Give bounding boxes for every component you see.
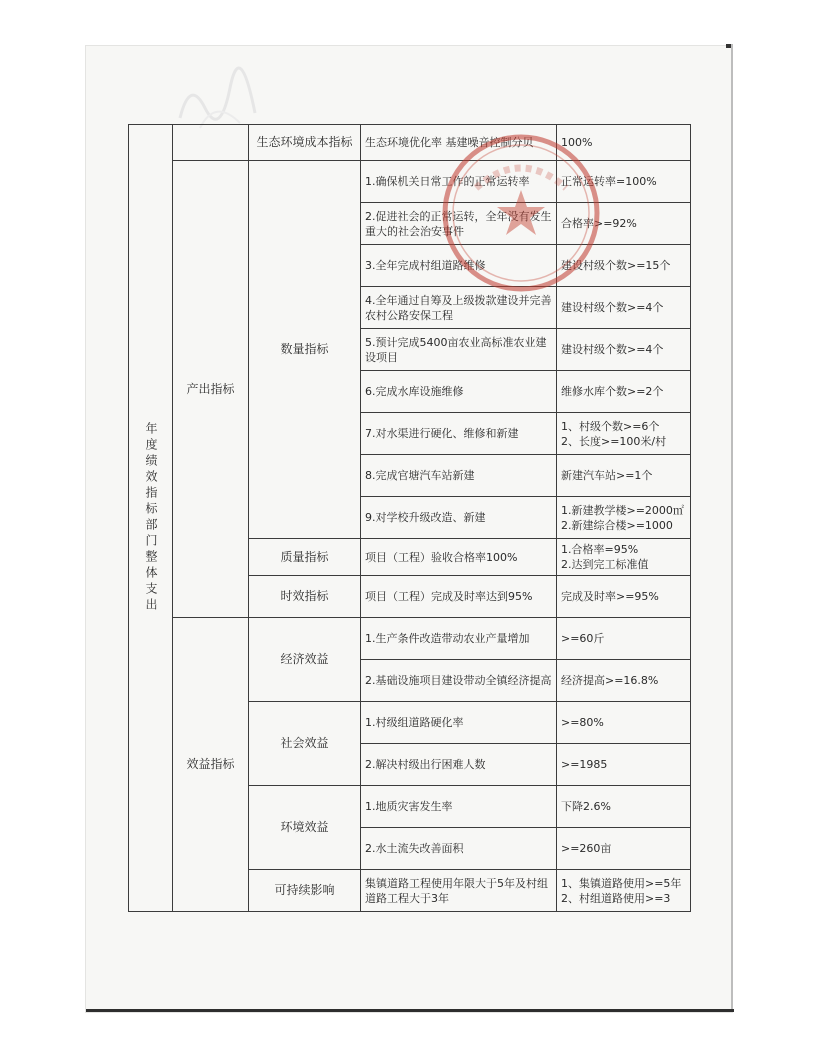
metric-cell: 生态环境优化率 基建噪音控制分贝 [361, 125, 557, 161]
metric-cell: 8.完成官塘汽车站新建 [361, 455, 557, 497]
level2-cell-environment: 环境效益 [249, 786, 361, 870]
target-cell: >=80% [557, 702, 691, 744]
metric-cell: 3.全年完成村组道路维修 [361, 245, 557, 287]
level2-cell-timeliness: 时效指标 [249, 576, 361, 618]
target-cell: 1、集镇道路使用>=5年 2、村组道路使用>=3 [557, 870, 691, 912]
metric-cell: 项目（工程）完成及时率达到95% [361, 576, 557, 618]
level2-cell: 生态环境成本指标 [249, 125, 361, 161]
level2-cell-social: 社会效益 [249, 702, 361, 786]
metric-cell: 2.解决村级出行困难人数 [361, 744, 557, 786]
target-cell: 100% [557, 125, 691, 161]
target-cell: 正常运转率=100% [557, 161, 691, 203]
metric-cell: 2.促进社会的正常运转，全年没有发生重大的社会治安事件 [361, 203, 557, 245]
level2-cell-economic: 经济效益 [249, 618, 361, 702]
target-cell: >=260亩 [557, 828, 691, 870]
level1-cell-empty [173, 125, 249, 161]
performance-indicator-table [128, 124, 691, 912]
target-cell: 建设村级个数>=4个 [557, 287, 691, 329]
table-row [129, 161, 691, 203]
metric-cell: 4.全年通过自筹及上级拨款建设并完善农村公路安保工程 [361, 287, 557, 329]
target-cell: 维修水库个数>=2个 [557, 371, 691, 413]
target-cell: >=60斤 [557, 618, 691, 660]
target-cell: 1.合格率=95% 2.达到完工标准值 [557, 539, 691, 576]
target-cell: 1.新建教学楼>=2000㎡ 2.新建综合楼>=1000 [557, 497, 691, 539]
metric-cell: 1.确保机关日常工作的正常运转率 [361, 161, 557, 203]
target-cell: 下降2.6% [557, 786, 691, 828]
metric-cell: 5.预计完成5400亩农业高标准农业建设项目 [361, 329, 557, 371]
page-right-edge [731, 44, 733, 1012]
target-cell: >=1985 [557, 744, 691, 786]
level2-cell-quality: 质量指标 [249, 539, 361, 576]
table-row [129, 618, 691, 660]
target-cell: 合格率>=92% [557, 203, 691, 245]
metric-cell: 7.对水渠进行硬化、维修和新建 [361, 413, 557, 455]
metric-cell: 2.基础设施项目建设带动全镇经济提高 [361, 660, 557, 702]
table-row [129, 125, 691, 161]
target-cell: 新建汽车站>=1个 [557, 455, 691, 497]
target-cell: 完成及时率>=95% [557, 576, 691, 618]
target-cell: 经济提高>=16.8% [557, 660, 691, 702]
category-cell: 年度绩效指标部门整体支出 [129, 125, 173, 912]
level2-cell-quantity: 数量指标 [249, 161, 361, 539]
metric-cell: 集镇道路工程使用年限大于5年及村组道路工程大于3年 [361, 870, 557, 912]
level1-cell-benefit: 效益指标 [173, 618, 249, 912]
level1-cell-output: 产出指标 [173, 161, 249, 618]
metric-cell: 1.地质灾害发生率 [361, 786, 557, 828]
level2-cell-sustainability: 可持续影响 [249, 870, 361, 912]
page-bottom-edge [86, 1009, 734, 1012]
metric-cell: 6.完成水库设施维修 [361, 371, 557, 413]
metric-cell: 2.水土流失改善面积 [361, 828, 557, 870]
metric-cell: 1.村级组道路硬化率 [361, 702, 557, 744]
target-cell: 建设村级个数>=4个 [557, 329, 691, 371]
metric-cell: 1.生产条件改造带动农业产量增加 [361, 618, 557, 660]
target-cell: 建设村级个数>=15个 [557, 245, 691, 287]
target-cell: 1、村级个数>=6个 2、长度>=100米/村 [557, 413, 691, 455]
metric-cell: 9.对学校升级改造、新建 [361, 497, 557, 539]
metric-cell: 项目（工程）验收合格率100% [361, 539, 557, 576]
